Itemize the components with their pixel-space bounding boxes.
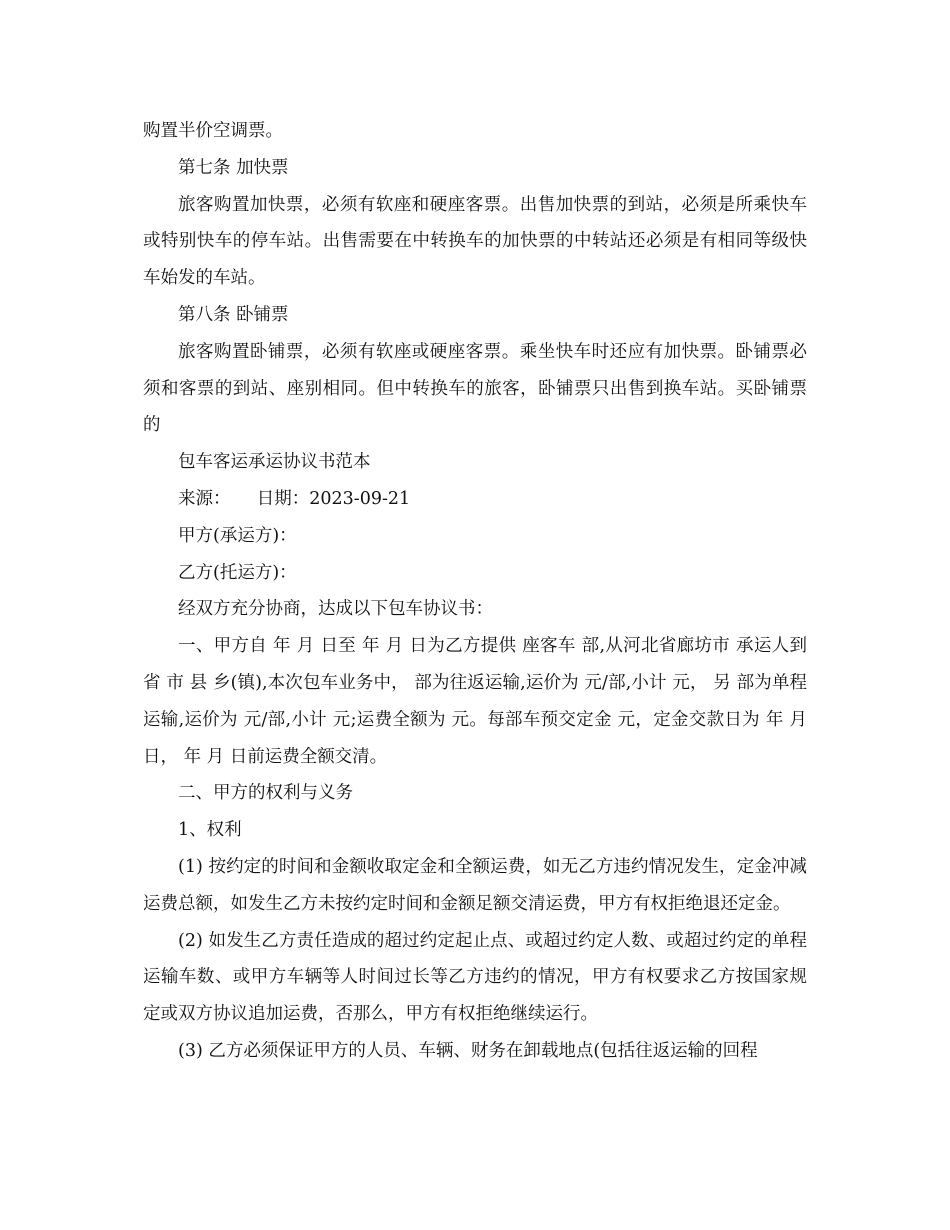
clause-2-heading: 二、甲方的权利与义务 [178, 783, 353, 804]
right-item-1: (1) 按约定的时间和金额收取定金和全额运费，如无乙方违约情况发生，定金冲减运费总额，如发生乙方未按约定时间和金额足额交清运费，甲方有权拒绝退还定金。 [143, 856, 807, 914]
rights-heading: 1、权利 [178, 820, 242, 841]
document-body [143, 113, 807, 1070]
article-7-heading: 第七条 加快票 [178, 157, 289, 178]
article-7-body: 旅客购置加快票，必须有软座和硬座客票。出售加快票的到站，必须是所乘快车或特别快车的停车站。出售需要在中转换车的加快票的中转站还必须是有相同等级快车始发的车站。 [143, 194, 807, 289]
article-8-heading: 第八条 卧铺票 [178, 304, 289, 325]
clause-1: 一、甲方自 年 月 日至 年 月 日为乙方提供 座客车 部,从河北省廊坊市 承运人到 省 市 县 乡(镇),本次包车业务中， 部为往返运输,运价为 元/部,小计 元， 另 部为单程运输,运价为 元/部,小计 元;运费全额为 元。每部车预交定金 元，定金交款日为 年 月 日， 年 月 日前运费全额交清。 [143, 636, 807, 767]
agreement-title: 包车客运承运协议书范本 [178, 452, 371, 473]
party-a-line: 甲方(承运方)： [178, 525, 297, 546]
right-item-3: (3) 乙方必须保证甲方的人员、车辆、财务在卸载地点(包括往返运输的回程 [178, 1040, 758, 1061]
source-date-line: 来源： 日期：2023-09-21 [178, 488, 411, 509]
agreement-intro: 经双方充分协商，达成以下包车协议书： [178, 599, 493, 620]
party-b-line: 乙方(托运方)： [178, 562, 297, 583]
right-item-2: (2) 如发生乙方责任造成的超过约定起止点、或超过约定人数、或超过约定的单程运输车数、或甲方车辆等人时间过长等乙方违约的情况，甲方有权要求乙方按国家规定或双方协议追加运费，否那么，甲方有权拒绝继续运行。 [143, 930, 807, 1025]
paragraph-continuation: 购置半价空调票。 [143, 121, 283, 141]
article-8-body: 旅客购置卧铺票，必须有软座或硬座客票。乘坐快车时还应有加快票。卧铺票必须和客票的到站、座别相同。但中转换车的旅客，卧铺票只出售到换车站。买卧铺票的 [143, 341, 807, 436]
